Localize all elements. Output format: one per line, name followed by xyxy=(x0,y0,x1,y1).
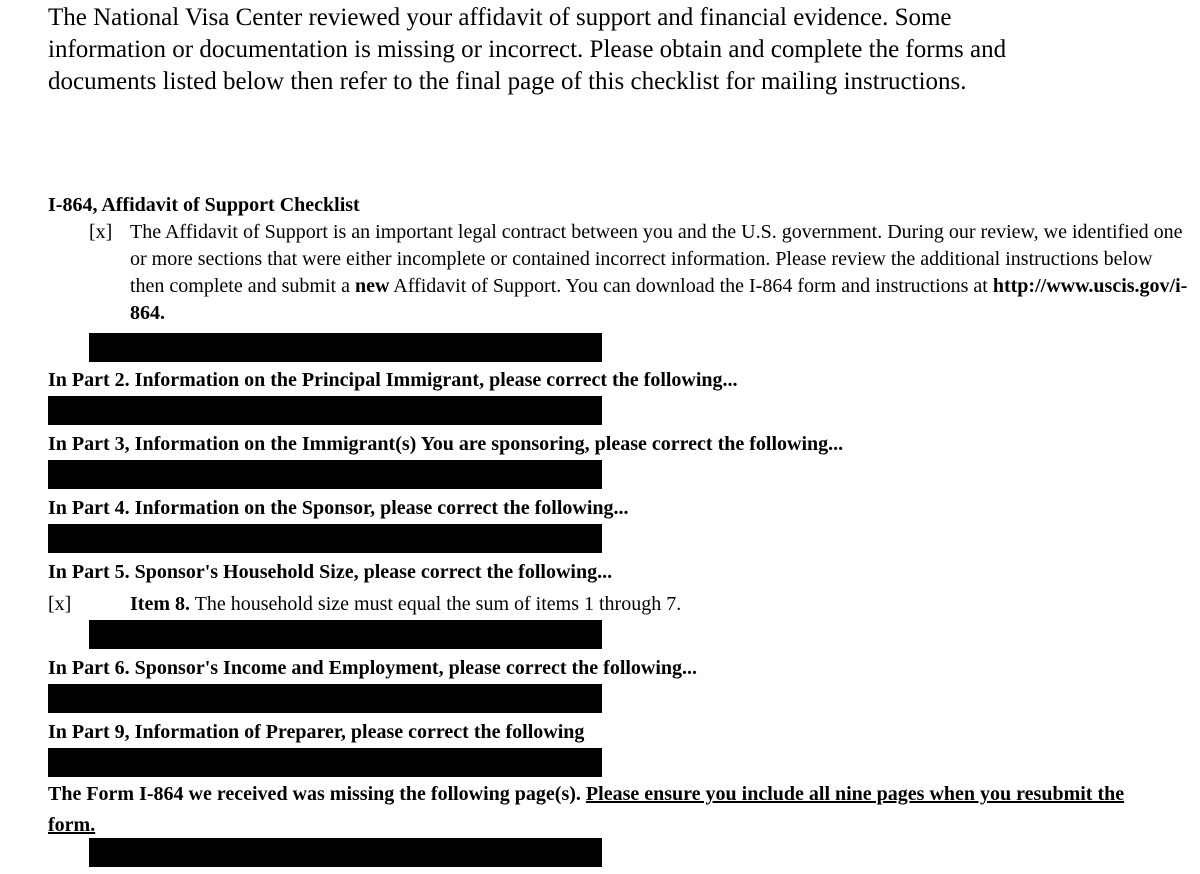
checkbox-mark: [x] xyxy=(48,593,72,615)
item-description: The household size must equal the sum of items 1 through 7. xyxy=(189,593,682,615)
missing-pages-lead: The Form I-864 we received was missing the following page(s). xyxy=(48,783,586,805)
uscis-link[interactable]: http://www.uscis.gov/i-864. xyxy=(130,275,1188,324)
redaction-bar xyxy=(48,748,602,777)
intro-paragraph: The National Visa Center reviewed your affidavit of support and financial evidence. Some information or documentation is missing or incorrect. Please obtain and complete the forms and documents listed below then refer to the final page of this checklist for mailing instructions. xyxy=(48,4,1007,95)
redaction-bar xyxy=(89,838,602,867)
section-part4-heading: In Part 4. Information on the Sponsor, please correct the following... xyxy=(48,497,629,519)
part5-item-text xyxy=(130,591,681,618)
emphasis-new: new xyxy=(354,275,390,297)
missing-pages-emphasis: Please ensure you include all nine pages when you resubmit the form. xyxy=(48,783,1125,836)
section-part5-heading: In Part 5. Sponsor's Household Size, please correct the following... xyxy=(48,561,613,583)
redaction-bar xyxy=(48,396,602,425)
missing-pages-notice xyxy=(48,779,1148,841)
redaction-bar xyxy=(89,620,602,649)
redaction-bar xyxy=(48,684,602,713)
section-part6-heading: In Part 6. Sponsor's Income and Employment, please correct the following... xyxy=(48,657,698,679)
checklist-item-text-part2: Affidavit of Support. You can download the I-864 form and instructions at xyxy=(389,275,993,297)
redaction-bar xyxy=(89,333,602,362)
checklist-title: I-864, Affidavit of Support Checklist xyxy=(48,194,360,216)
checkbox-mark: [x] xyxy=(89,221,113,243)
checklist-item-text-part1: The Affidavit of Support is an important legal contract between you and the U.S. government. During our review, we identified one or more sections that were either incomplete or contained incorrect information. Please review the additional instructions below then complete and submit a xyxy=(130,221,1183,297)
checklist-item-text xyxy=(130,219,1190,327)
section-part2-heading: In Part 2. Information on the Principal Immigrant, please correct the following... xyxy=(48,369,738,391)
redaction-bar xyxy=(48,524,602,553)
redaction-bar xyxy=(48,460,602,489)
section-part3-heading: In Part 3, Information on the Immigrant(s) You are sponsoring, please correct the following... xyxy=(48,433,844,455)
item-label: Item 8. xyxy=(130,593,190,615)
section-part9-heading: In Part 9, Information of Preparer, please correct the following xyxy=(48,721,585,743)
